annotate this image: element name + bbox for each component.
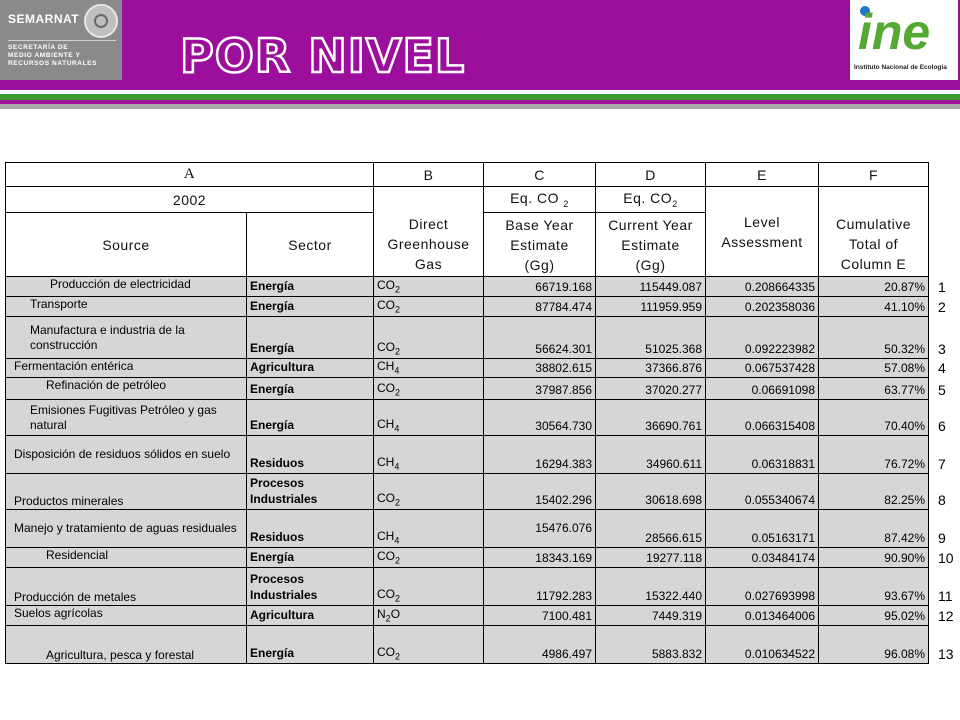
header-line: Estimate xyxy=(621,236,680,253)
gas-subscript: 2 xyxy=(385,613,391,624)
cell-gas xyxy=(374,606,484,626)
cell-level-assessment: 0.06318831 xyxy=(706,436,819,474)
header-line: Assessment xyxy=(721,233,803,250)
cell-sector: Energía xyxy=(247,548,374,568)
cell-base-estimate: 15402.296 xyxy=(484,474,596,510)
header-line: Gas xyxy=(414,256,443,272)
cell-cumulative-total: 93.67% xyxy=(819,568,929,606)
gas-formula: CO xyxy=(377,645,395,659)
cell-base-estimate: 66719.168 xyxy=(484,277,596,297)
table-row xyxy=(6,297,929,317)
cell-source: Agricultura, pesca y forestal xyxy=(6,626,247,664)
cell-source: Transporte xyxy=(6,297,247,317)
eq-co2-sub: 2 xyxy=(672,198,678,209)
gas-formula: N xyxy=(377,607,386,621)
cell-current-estimate: 15322.440 xyxy=(596,568,706,606)
cell-level-assessment: 0.03484174 xyxy=(706,548,819,568)
agency-sub-line: MEDIO AMBIENTE Y xyxy=(8,52,81,59)
cell-level-assessment: 0.066315408 xyxy=(706,400,819,436)
table-row xyxy=(6,359,929,378)
gas-formula: CH xyxy=(377,417,395,431)
header-line: Cumulative xyxy=(835,216,912,232)
ine-label: Instituto Nacional de Ecología xyxy=(854,64,947,71)
table-row xyxy=(6,400,929,436)
cell-cumulative-total: 70.40% xyxy=(819,400,929,436)
cell-cumulative-total: 95.02% xyxy=(819,606,929,626)
cell-source: Manufactura e industria de la construcción xyxy=(6,317,247,359)
agency-name: SEMARNAT xyxy=(8,12,80,26)
cell-sector: Energía xyxy=(247,626,374,664)
agency-sub-line: SECRETARÍA DE xyxy=(8,44,69,51)
cell-source: Producción de electricidad xyxy=(6,277,247,297)
logo-divider xyxy=(8,40,116,41)
gas-formula: CO xyxy=(377,381,395,395)
header-direct-gas xyxy=(374,187,484,277)
cell-current-estimate: 37366.876 xyxy=(596,359,706,378)
cell-gas xyxy=(374,474,484,510)
row-index-number: 13 xyxy=(938,645,954,662)
cell-gas xyxy=(374,510,484,548)
header-line: Column E xyxy=(840,256,907,272)
row-index-number: 4 xyxy=(938,359,946,376)
gas-subscript: 2 xyxy=(395,497,401,508)
cell-gas xyxy=(374,359,484,378)
gas-formula: CO xyxy=(377,339,395,354)
col-letter-b: B xyxy=(374,163,484,187)
row-index-number: 8 xyxy=(938,491,946,508)
header-source: Source xyxy=(6,213,247,277)
cell-current-estimate: 30618.698 xyxy=(596,474,706,510)
eq-co2-label: Eq. CO xyxy=(510,190,559,207)
cell-level-assessment: 0.027693998 xyxy=(706,568,819,606)
cell-sector: Energía xyxy=(247,317,374,359)
table-row xyxy=(6,474,929,510)
agency-sub-line: RECURSOS NATURALES xyxy=(8,60,98,67)
col-letter-c: C xyxy=(484,163,596,187)
cell-base-estimate: 18343.169 xyxy=(484,548,596,568)
header-banner xyxy=(0,0,960,90)
cell-cumulative-total: 41.10% xyxy=(819,297,929,317)
cell-sector: Residuos xyxy=(247,510,374,548)
cell-source: Manejo y tratamiento de aguas residuales xyxy=(6,510,247,548)
cell-cumulative-total: 82.25% xyxy=(819,474,929,510)
header-cumulative xyxy=(819,187,929,277)
cell-source: Refinación de petróleo xyxy=(6,378,247,400)
header-line: Base Year xyxy=(505,216,574,233)
header-sector: Sector xyxy=(247,213,374,277)
page-title: POR NIVEL xyxy=(180,29,466,83)
col-letter-d: D xyxy=(596,163,706,187)
cell-cumulative-total: 50.32% xyxy=(819,317,929,359)
cell-gas xyxy=(374,317,484,359)
cell-cumulative-total: 63.77% xyxy=(819,378,929,400)
cell-level-assessment: 0.05163171 xyxy=(706,510,819,548)
grey-stripe xyxy=(0,104,960,109)
eq-co2-label: Eq. CO xyxy=(623,190,673,207)
cell-source: Suelos agrícolas xyxy=(6,606,247,626)
cell-base-estimate: 87784.474 xyxy=(484,297,596,317)
cell-level-assessment: 0.06691098 xyxy=(706,378,819,400)
row-index-number: 6 xyxy=(938,417,946,434)
cell-current-estimate: 51025.368 xyxy=(596,317,706,359)
cell-gas xyxy=(374,436,484,474)
gas-subscript: 2 xyxy=(395,284,401,294)
gas-subscript: 2 xyxy=(395,651,401,662)
gas-subscript: 4 xyxy=(394,423,400,434)
gas-subscript: 2 xyxy=(395,304,401,314)
cell-current-estimate: 19277.118 xyxy=(596,548,706,568)
gas-formula: CO xyxy=(377,297,395,312)
row-index-number: 10 xyxy=(938,549,954,566)
cell-sector: Residuos xyxy=(247,436,374,474)
cell-level-assessment: 0.208664335 xyxy=(706,277,819,297)
cell-source: Fermentación entérica xyxy=(6,359,247,378)
row-index-number: 3 xyxy=(938,340,946,357)
header-current-year xyxy=(596,213,706,277)
header-eq-co2-current xyxy=(596,187,706,213)
cell-base-estimate: 11792.283 xyxy=(484,568,596,606)
cell-base-estimate: 16294.383 xyxy=(484,436,596,474)
header-line: Level xyxy=(744,213,780,230)
gas-subscript: 4 xyxy=(394,365,400,376)
header-eq-co2-base xyxy=(484,187,596,213)
table-row xyxy=(6,606,929,626)
national-seal-icon xyxy=(84,4,118,38)
table-row xyxy=(6,436,929,474)
table-row xyxy=(6,378,929,400)
cell-sector: Procesos Industriales xyxy=(247,568,374,606)
row-index-number: 7 xyxy=(938,455,946,472)
cell-cumulative-total: 76.72% xyxy=(819,436,929,474)
cell-gas xyxy=(374,378,484,400)
key-category-table xyxy=(5,162,929,664)
cell-cumulative-total: 87.42% xyxy=(819,510,929,548)
row-index-number: 11 xyxy=(938,587,953,604)
row-index-number: 2 xyxy=(938,298,946,315)
cell-gas xyxy=(374,626,484,664)
cell-level-assessment: 0.092223982 xyxy=(706,317,819,359)
cell-sector: Energía xyxy=(247,277,374,297)
ine-mark: ine xyxy=(858,4,931,60)
cell-cumulative-total: 20.87% xyxy=(819,277,929,297)
cell-current-estimate: 37020.277 xyxy=(596,378,706,400)
cell-cumulative-total: 96.08% xyxy=(819,626,929,664)
table-row xyxy=(6,277,929,297)
cell-current-estimate: 111959.959 xyxy=(596,297,706,317)
gas-formula: CO xyxy=(377,549,395,563)
semarnat-logo xyxy=(0,0,122,80)
header-line: Current Year xyxy=(608,216,693,233)
table-row xyxy=(6,510,929,548)
cell-base-estimate: 37987.856 xyxy=(484,378,596,400)
cell-source: Residencial xyxy=(6,548,247,568)
cell-level-assessment: 0.010634522 xyxy=(706,626,819,664)
gas-formula-tail: O xyxy=(390,607,401,621)
cell-current-estimate: 36690.761 xyxy=(596,400,706,436)
cell-level-assessment: 0.067537428 xyxy=(706,359,819,378)
cell-cumulative-total: 57.08% xyxy=(819,359,929,378)
cell-sector: Procesos Industriales xyxy=(247,474,374,510)
gas-formula: CO xyxy=(377,587,395,601)
cell-source: Productos minerales xyxy=(6,474,247,510)
cell-sector: Energía xyxy=(247,400,374,436)
table-row xyxy=(6,568,929,606)
header-line: (Gg) xyxy=(524,256,555,273)
header-line: (Gg) xyxy=(635,256,666,273)
cell-base-estimate: 7100.481 xyxy=(484,606,596,626)
cell-sector: Agricultura xyxy=(247,359,374,378)
gas-subscript: 4 xyxy=(394,461,400,472)
cell-current-estimate: 34960.611 xyxy=(596,436,706,474)
gas-formula: CO xyxy=(377,277,395,292)
header-level xyxy=(706,187,819,277)
cell-base-estimate: 30564.730 xyxy=(484,400,596,436)
gas-formula: CH xyxy=(377,455,395,469)
row-index-number: 1 xyxy=(938,278,946,295)
cell-level-assessment: 0.055340674 xyxy=(706,474,819,510)
row-index-number: 5 xyxy=(938,381,946,398)
table-row xyxy=(6,626,929,664)
gas-subscript: 2 xyxy=(395,346,401,356)
cell-base-estimate: 15476.076 xyxy=(484,510,596,548)
cell-current-estimate: 7449.319 xyxy=(596,606,706,626)
row-index-number: 9 xyxy=(938,529,946,546)
cell-gas xyxy=(374,400,484,436)
cell-base-estimate: 38802.615 xyxy=(484,359,596,378)
col-letter-a: A xyxy=(6,163,374,187)
cell-level-assessment: 0.202358036 xyxy=(706,297,819,317)
header-line: Total of xyxy=(848,236,899,252)
cell-current-estimate: 28566.615 xyxy=(596,510,706,548)
gas-formula: CH xyxy=(377,529,395,543)
cell-sector: Energía xyxy=(247,297,374,317)
cell-base-estimate: 56624.301 xyxy=(484,317,596,359)
gas-subscript: 2 xyxy=(395,387,401,398)
year-cell: 2002 xyxy=(6,187,374,213)
header-base-year xyxy=(484,213,596,277)
header-line: Estimate xyxy=(510,236,569,253)
header-line: Greenhouse xyxy=(387,236,470,252)
cell-gas xyxy=(374,548,484,568)
row-index-number: 12 xyxy=(938,607,954,624)
cell-gas xyxy=(374,568,484,606)
gas-formula: CH xyxy=(377,359,395,373)
cell-sector: Agricultura xyxy=(247,606,374,626)
cell-sector: Energía xyxy=(247,378,374,400)
cell-base-estimate: 4986.497 xyxy=(484,626,596,664)
gas-formula: CO xyxy=(377,491,395,505)
header-line: Direct xyxy=(408,216,449,232)
table-row xyxy=(6,548,929,568)
cell-current-estimate: 5883.832 xyxy=(596,626,706,664)
gas-subscript: 4 xyxy=(394,535,400,546)
gas-subscript: 2 xyxy=(395,593,401,604)
col-letter-e: E xyxy=(706,163,819,187)
table-row xyxy=(6,317,929,359)
cell-cumulative-total: 90.90% xyxy=(819,548,929,568)
cell-source: Emisiones Fugitivas Petróleo y gas natural xyxy=(6,400,247,436)
cell-level-assessment: 0.013464006 xyxy=(706,606,819,626)
ine-logo xyxy=(850,0,958,80)
cell-source: Disposición de residuos sólidos en suelo xyxy=(6,436,247,474)
col-letter-f: F xyxy=(819,163,929,187)
cell-current-estimate: 115449.087 xyxy=(596,277,706,297)
gas-subscript: 2 xyxy=(395,555,401,566)
cell-gas xyxy=(374,297,484,317)
agency-subtitle xyxy=(8,44,97,68)
eq-co2-sub: 2 xyxy=(563,198,569,209)
cell-source: Producción de metales xyxy=(6,568,247,606)
cell-gas xyxy=(374,277,484,297)
